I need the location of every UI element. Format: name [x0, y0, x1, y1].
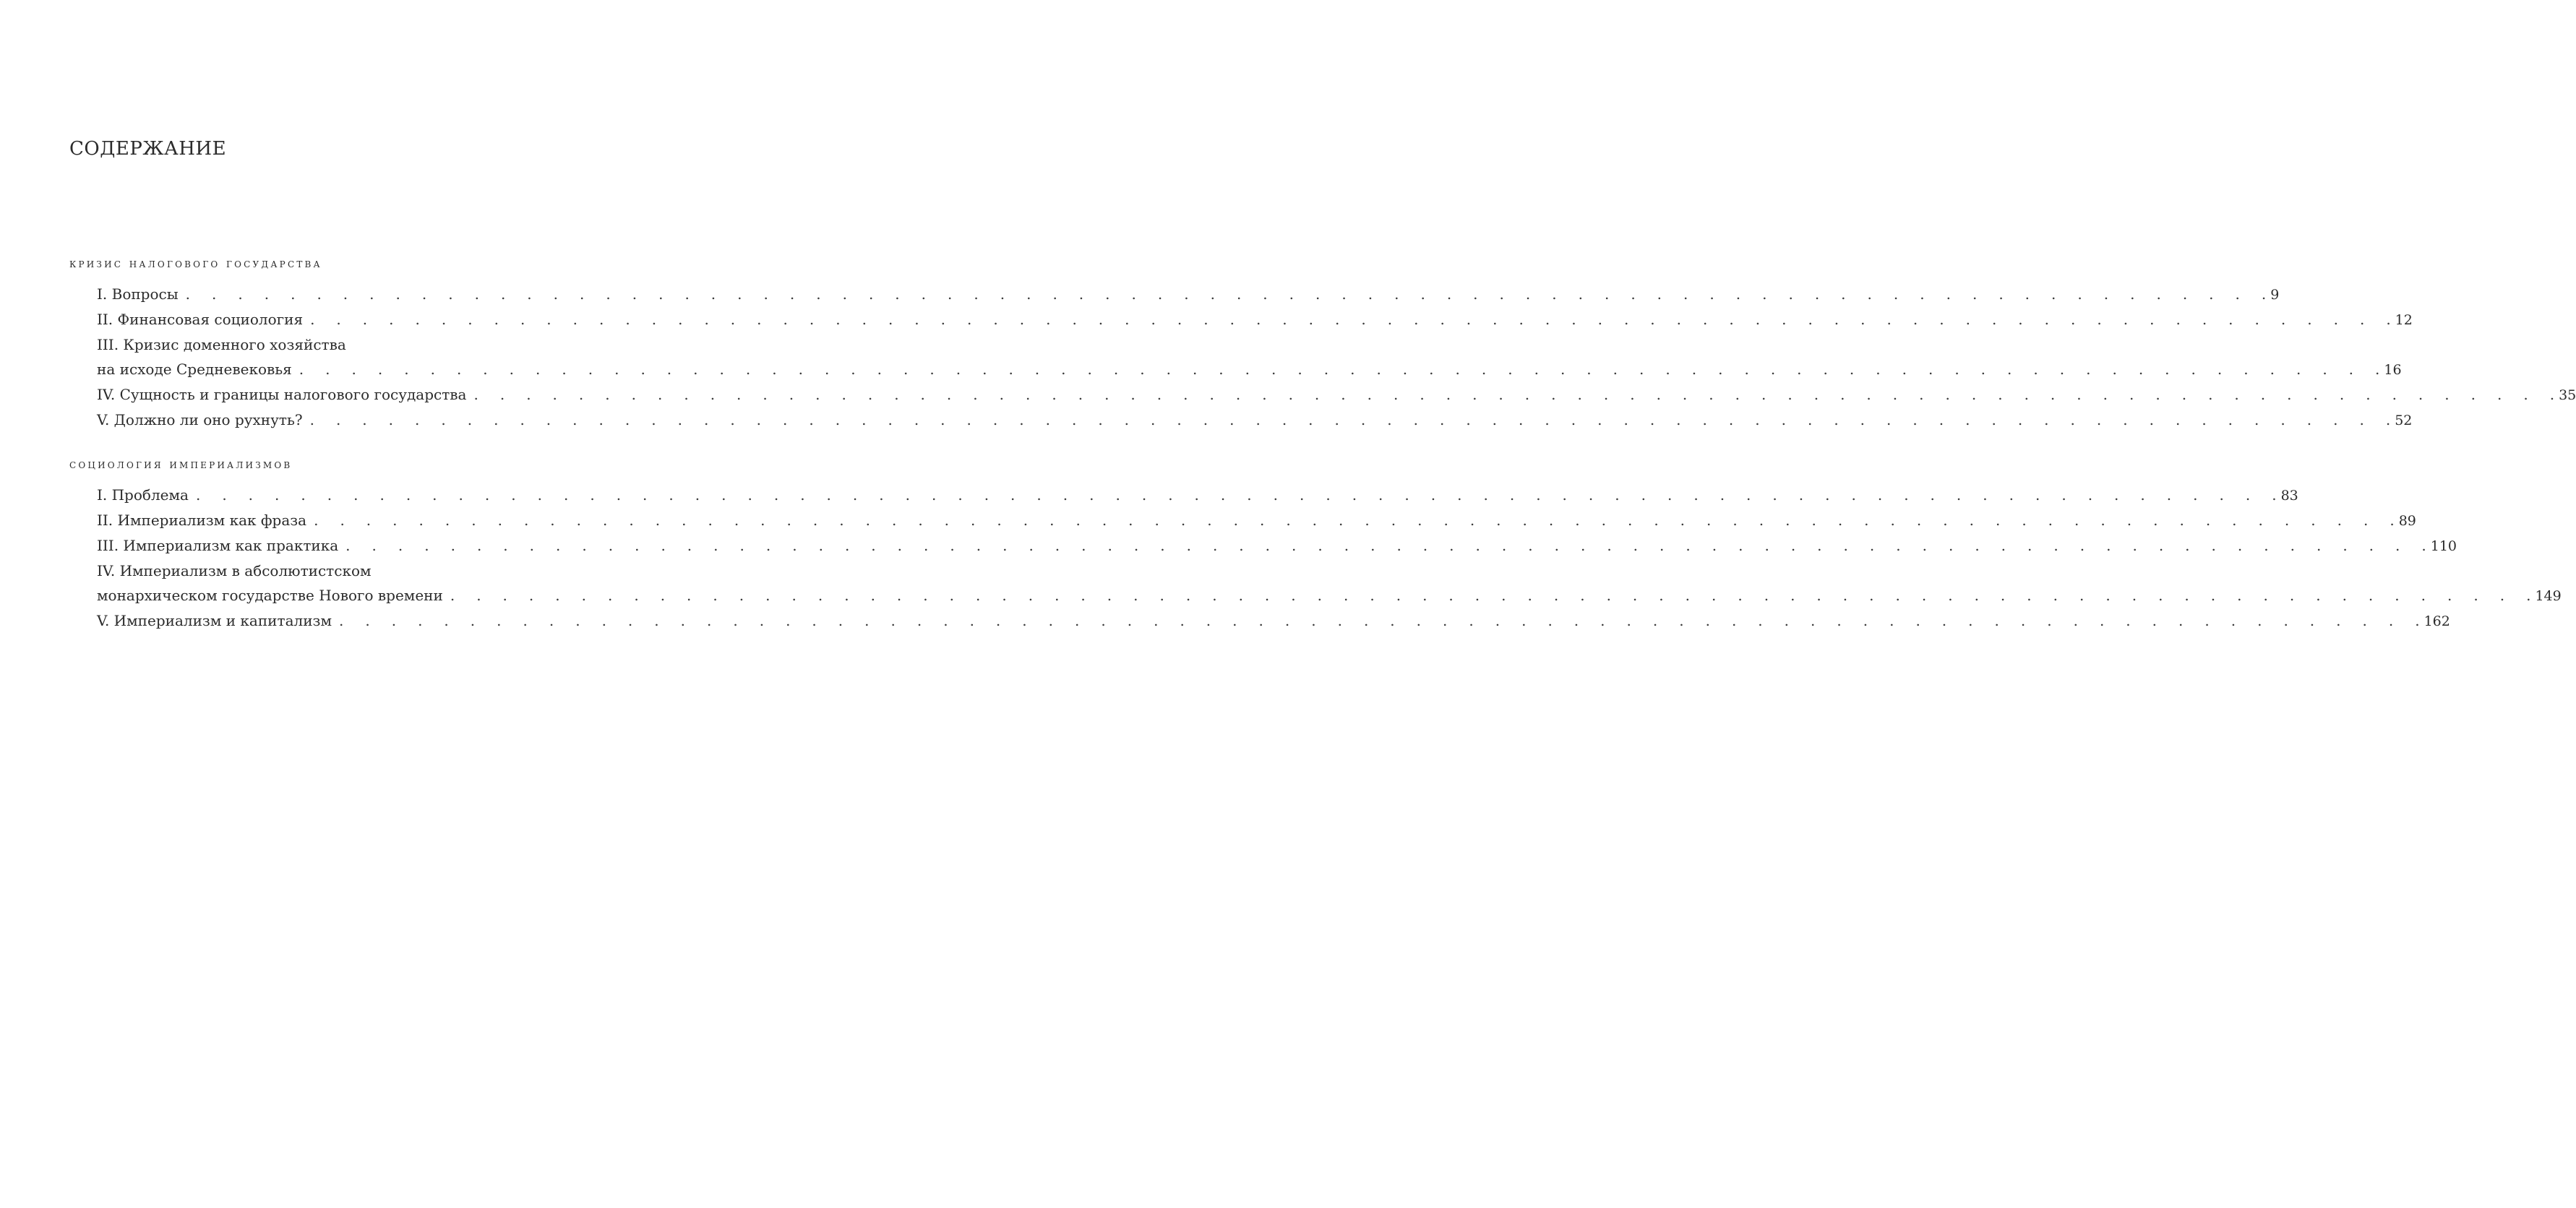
entry-title: V. Должно ли оно рухнуть?: [97, 411, 303, 428]
dot-leader: . . . . . . . . . . . . . . . . . . . . . . . . . . . . . . . . . . . . . . . . . . . . . . . . . . . . . . . . . . . . . . . . . . . . . . . . . . . . . . . .: [309, 411, 2391, 428]
toc-entry[interactable]: [97, 608, 2450, 634]
entry-title-continued: монархическом государстве Нового времени: [97, 587, 443, 604]
toc-section: [69, 457, 2562, 634]
toc-entry[interactable]: [97, 558, 2562, 608]
entry-title: II. Империализм как фраза: [97, 512, 307, 529]
toc-entry[interactable]: [97, 332, 2402, 382]
toc-entries: [97, 282, 2576, 433]
entry-title: I. Проблема: [97, 486, 189, 504]
page-title: СОДЕРЖАНИЕ: [69, 138, 227, 160]
section-heading: кризис налогового государства: [69, 256, 322, 271]
page-number: 52: [2395, 413, 2413, 428]
page-number: 83: [2280, 488, 2298, 504]
entry-title: V. Империализм и капитализм: [97, 612, 332, 629]
toc-section: [69, 256, 2576, 433]
entry-title: III. Кризис доменного хозяйства: [97, 336, 346, 353]
toc-entry[interactable]: [97, 508, 2416, 533]
dot-leader: . . . . . . . . . . . . . . . . . . . . . . . . . . . . . . . . . . . . . . . . . . . . . . . . . . . . . . . . . . . . . . . . . . . . . . . . . . . . . . . .: [195, 486, 2277, 504]
dot-leader: . . . . . . . . . . . . . . . . . . . . . . . . . . . . . . . . . . . . . . . . . . . . . . . . . . . . . . . . . . . . . . . . . . . . . . . . . . . . . . . .: [310, 311, 2391, 328]
dot-leader: . . . . . . . . . . . . . . . . . . . . . . . . . . . . . . . . . . . . . . . . . . . . . . . . . . . . . . . . . . . . . . . . . . . . . . . . . . . . . . . .: [473, 386, 2555, 403]
page-number: 12: [2395, 312, 2413, 328]
page-number: 35: [2559, 387, 2576, 403]
dot-leader: . . . . . . . . . . . . . . . . . . . . . . . . . . . . . . . . . . . . . . . . . . . . . . . . . . . . . . . . . . . . . . . . . . . . . . . . . . . . . . . .: [185, 285, 2267, 303]
section-heading: социология империализмов: [69, 457, 293, 472]
dot-leader: . . . . . . . . . . . . . . . . . . . . . . . . . . . . . . . . . . . . . . . . . . . . . . . . . . . . . . . . . . . . . . . . . . . . . . . . . . . . . . . .: [339, 612, 2420, 629]
dot-leader: . . . . . . . . . . . . . . . . . . . . . . . . . . . . . . . . . . . . . . . . . . . . . . . . . . . . . . . . . . . . . . . . . . . . . . . . . . . . . . . .: [450, 587, 2531, 604]
toc-entry[interactable]: [97, 483, 2298, 508]
page-number: 16: [2384, 362, 2402, 378]
entry-title: III. Империализм как практика: [97, 537, 339, 554]
dot-leader: . . . . . . . . . . . . . . . . . . . . . . . . . . . . . . . . . . . . . . . . . . . . . . . . . . . . . . . . . . . . . . . . . . . . . . . . . . . . . . . .: [345, 537, 2426, 554]
dot-leader: . . . . . . . . . . . . . . . . . . . . . . . . . . . . . . . . . . . . . . . . . . . . . . . . . . . . . . . . . . . . . . . . . . . . . . . . . . . . . . . .: [299, 361, 2380, 378]
page-number: 149: [2535, 588, 2562, 604]
toc-entry[interactable]: [97, 282, 2280, 307]
entry-title: IV. Сущность и границы налогового государства: [97, 386, 467, 403]
page-number: 162: [2423, 613, 2450, 629]
page-number: 89: [2398, 513, 2416, 529]
entry-title: II. Финансовая социология: [97, 311, 304, 328]
toc-entries: [97, 483, 2562, 634]
entry-title: IV. Империализм в абсолютистском: [97, 562, 372, 579]
toc-entry[interactable]: [97, 382, 2576, 407]
toc-entry[interactable]: [97, 533, 2457, 558]
toc-entry[interactable]: [97, 407, 2413, 433]
page-number: 9: [2270, 287, 2280, 303]
entry-title-continued: на исходе Средневековья: [97, 361, 292, 378]
toc-entry[interactable]: [97, 307, 2413, 332]
entry-title: I. Вопросы: [97, 285, 179, 303]
dot-leader: . . . . . . . . . . . . . . . . . . . . . . . . . . . . . . . . . . . . . . . . . . . . . . . . . . . . . . . . . . . . . . . . . . . . . . . . . . . . . . . .: [314, 512, 2395, 529]
page-number: 110: [2430, 538, 2457, 554]
